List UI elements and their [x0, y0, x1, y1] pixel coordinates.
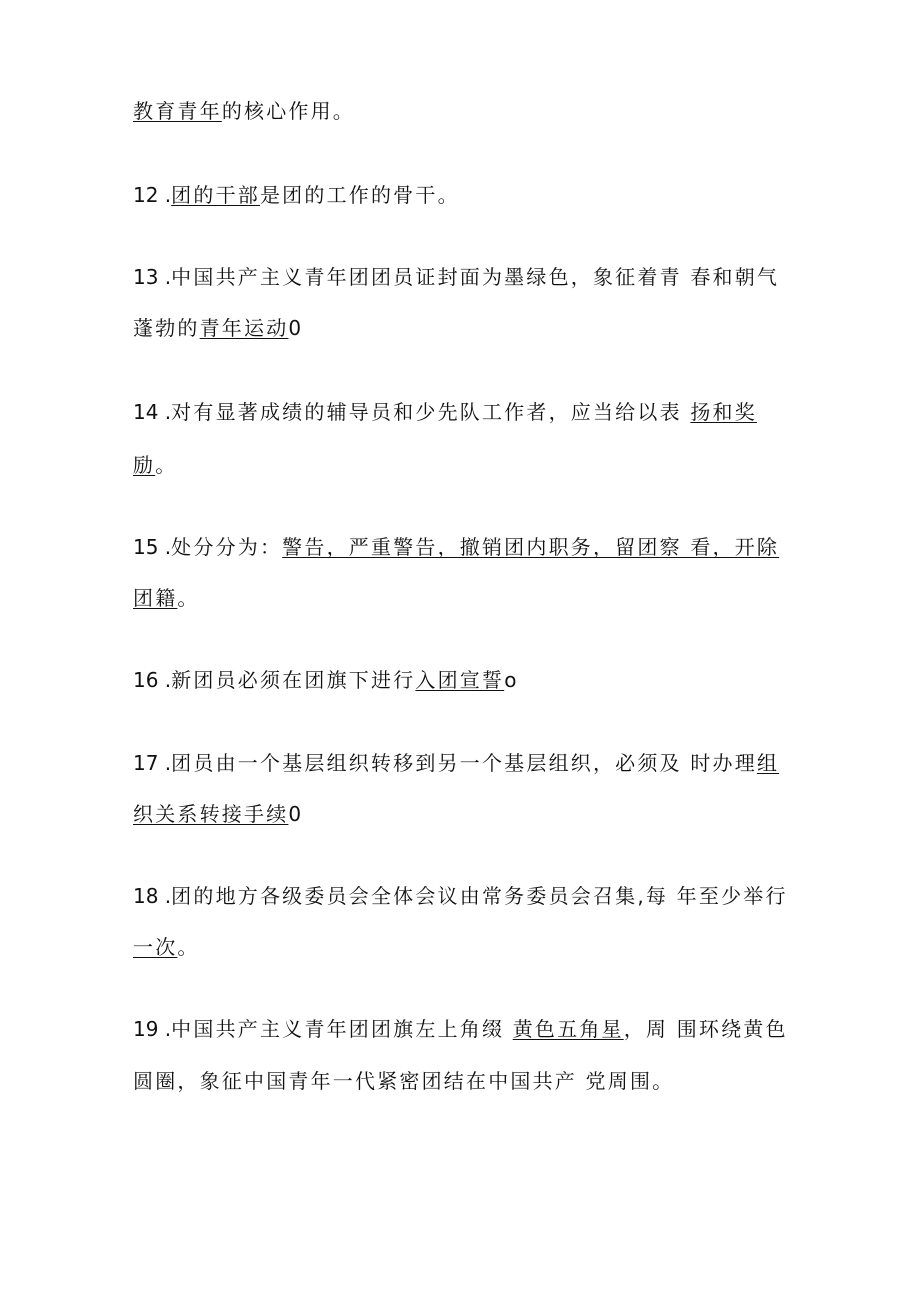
seg: 0 [288, 802, 304, 826]
item-12-line-1 [133, 181, 460, 209]
seg: ，周 围环绕黄色 [623, 1017, 788, 1041]
item-14-line-1 [133, 398, 757, 426]
item-14-line-2 [133, 451, 177, 479]
seg: 。 [155, 453, 178, 477]
item-number: 18 . [133, 884, 172, 908]
item-number: 19 . [133, 1017, 172, 1041]
seg: 蓬勃的 [133, 316, 200, 340]
item-18-line-2 [133, 933, 200, 961]
seg: 团籍 [133, 586, 178, 610]
item-number: 17 . [133, 751, 172, 775]
seg: 扬和奖 [690, 400, 757, 424]
item-13-line-1 [133, 263, 779, 291]
seg: o [504, 668, 519, 692]
item-15-line-1 [133, 533, 779, 561]
item-17-line-1 [133, 749, 779, 777]
seg: 处分分为： [171, 535, 283, 559]
seg: 。 [177, 935, 200, 959]
seg: 0 [288, 316, 304, 340]
seg: 入团宣誓 [415, 668, 505, 692]
seg: 新团员必须在团旗下进行 [171, 668, 416, 692]
item-16-line-1 [133, 666, 519, 694]
seg: 团员由一个基层组织转移到另一个基层组织，必须及 时办理 [171, 751, 757, 775]
item-13-line-2 [133, 314, 303, 342]
seg: 团的干部 [171, 183, 260, 207]
seg: 中国共产主义青年团团员证封面为墨绿色，象征着青 春和朝气 [171, 265, 780, 289]
seg: 是团的工作的骨干。 [259, 183, 460, 207]
seg: 圆圈，象征中国青年一代紧密团结在中国共产 党周围。 [133, 1069, 675, 1093]
seg: 黄色五角星 [512, 1017, 624, 1041]
seg: 的核心作用。 [221, 99, 356, 123]
seg: 中国共产主义青年团团旗左上角缀 [171, 1017, 513, 1041]
seg: 织关系转接手续 [133, 802, 289, 826]
item-19-line-2 [133, 1067, 674, 1095]
seg: 对有显著成绩的辅导员和少先队工作者，应当给以表 [171, 400, 691, 424]
seg: 青年运动 [199, 316, 289, 340]
line-cont-1 [133, 97, 355, 125]
item-15-line-2 [133, 584, 200, 612]
seg: 警告，严重警告，撤销团内职务，留团察 看，开除 [282, 535, 780, 559]
item-17-line-2 [133, 800, 303, 828]
seg: 励 [133, 453, 156, 477]
seg: 组 [756, 751, 780, 775]
seg: 。 [177, 586, 200, 610]
seg: 团的地方各级委员会全体会议由常务委员会召集,每 年至少举行 [171, 884, 788, 908]
item-18-line-1 [133, 882, 788, 910]
seg: 教育青年 [133, 99, 222, 123]
item-number: 16 . [133, 668, 172, 692]
item-number: 14 . [133, 400, 172, 424]
item-number: 15 . [133, 535, 172, 559]
item-19-line-1 [133, 1015, 788, 1043]
item-number: 13 . [133, 265, 172, 289]
seg: 一次 [133, 935, 178, 959]
item-number: 12 . [133, 183, 172, 207]
